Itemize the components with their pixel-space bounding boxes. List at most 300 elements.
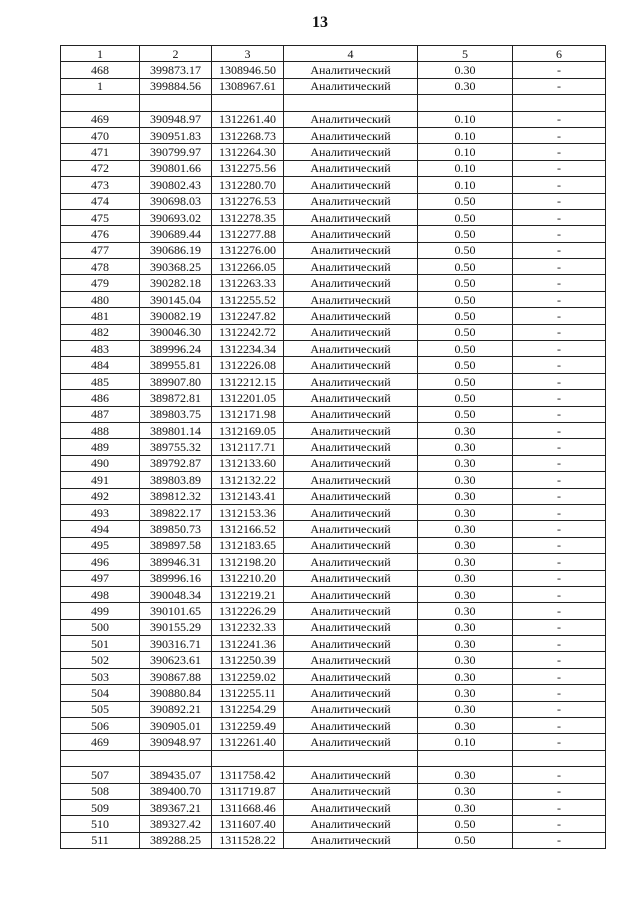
table-cell: 390698.03 [140, 193, 212, 209]
table-cell: 389996.24 [140, 341, 212, 357]
table-cell: 0.30 [418, 521, 513, 537]
table-row [61, 62, 606, 78]
table-row [61, 390, 606, 406]
table-cell: 1312242.72 [212, 324, 284, 340]
table-cell: - [513, 160, 606, 176]
table-cell: 0.30 [418, 799, 513, 815]
table-cell: 389907.80 [140, 373, 212, 389]
table-cell: 0.30 [418, 685, 513, 701]
table-cell: 389946.31 [140, 554, 212, 570]
table-cell: Аналитический [284, 226, 418, 242]
table-cell: 0.50 [418, 226, 513, 242]
table-cell: 0.50 [418, 832, 513, 848]
table-cell: 389803.75 [140, 406, 212, 422]
table-cell: Аналитический [284, 586, 418, 602]
table-row [61, 422, 606, 438]
table-cell: - [513, 324, 606, 340]
table-cell: 475 [61, 209, 140, 225]
table-cell: 390048.34 [140, 586, 212, 602]
table-cell: Аналитический [284, 799, 418, 815]
table-cell: 389850.73 [140, 521, 212, 537]
column-header: 2 [140, 46, 212, 62]
table-cell: 1311668.46 [212, 799, 284, 815]
table-cell: Аналитический [284, 718, 418, 734]
table-cell: 1312263.33 [212, 275, 284, 291]
table-cell: - [513, 603, 606, 619]
table-cell: 471 [61, 144, 140, 160]
table-cell: - [513, 373, 606, 389]
table-cell: 487 [61, 406, 140, 422]
table-row [61, 652, 606, 668]
table-cell [212, 95, 284, 111]
table-cell: 390905.01 [140, 718, 212, 734]
table-cell: 0.50 [418, 275, 513, 291]
table-cell: - [513, 718, 606, 734]
table-row [61, 504, 606, 520]
table-cell: 390867.88 [140, 668, 212, 684]
table-cell: 0.30 [418, 554, 513, 570]
table-row [61, 537, 606, 553]
table-row [61, 275, 606, 291]
table-cell: 511 [61, 832, 140, 848]
table-cell: 1311719.87 [212, 783, 284, 799]
table-cell: 1312183.65 [212, 537, 284, 553]
table-cell: Аналитический [284, 324, 418, 340]
table-cell: 0.30 [418, 537, 513, 553]
table-cell [61, 95, 140, 111]
table-cell: 390623.61 [140, 652, 212, 668]
table-cell: - [513, 472, 606, 488]
table-cell: 1312166.52 [212, 521, 284, 537]
table-cell: 505 [61, 701, 140, 717]
table-cell: - [513, 390, 606, 406]
table-cell: 390101.65 [140, 603, 212, 619]
table-row [61, 701, 606, 717]
table-cell: 477 [61, 242, 140, 258]
table-body [61, 62, 606, 849]
table-cell: - [513, 308, 606, 324]
table-cell: 1312250.39 [212, 652, 284, 668]
table-cell: 1312278.35 [212, 209, 284, 225]
table-cell: 1312201.05 [212, 390, 284, 406]
table-cell: Аналитический [284, 160, 418, 176]
table-cell: 494 [61, 521, 140, 537]
table-cell: 389755.32 [140, 439, 212, 455]
table-cell: Аналитический [284, 259, 418, 275]
table-cell [513, 95, 606, 111]
table-cell: 1312254.29 [212, 701, 284, 717]
table-cell: 389812.32 [140, 488, 212, 504]
table-row [61, 636, 606, 652]
table-cell: 389327.42 [140, 816, 212, 832]
table-cell: 503 [61, 668, 140, 684]
table-cell: 1312212.15 [212, 373, 284, 389]
table-cell: 1312117.71 [212, 439, 284, 455]
table-row [61, 472, 606, 488]
table-cell: 0.30 [418, 701, 513, 717]
table-cell: 389400.70 [140, 783, 212, 799]
table-cell: 491 [61, 472, 140, 488]
table-cell: - [513, 799, 606, 815]
table-cell: Аналитический [284, 390, 418, 406]
table-cell: 0.30 [418, 439, 513, 455]
table-cell: 389897.58 [140, 537, 212, 553]
table-cell: - [513, 636, 606, 652]
column-header: 3 [212, 46, 284, 62]
table-cell: 1311528.22 [212, 832, 284, 848]
table-cell: 473 [61, 177, 140, 193]
table-cell: - [513, 619, 606, 635]
table-cell: 1311758.42 [212, 767, 284, 783]
table-cell: 493 [61, 504, 140, 520]
table-row [61, 619, 606, 635]
table-row [61, 341, 606, 357]
table-row [61, 95, 606, 111]
column-header: 1 [61, 46, 140, 62]
table-cell: Аналитический [284, 209, 418, 225]
table-cell: 1308946.50 [212, 62, 284, 78]
table-cell: - [513, 537, 606, 553]
table-row [61, 111, 606, 127]
table-cell: 0.30 [418, 668, 513, 684]
table-cell: Аналитический [284, 668, 418, 684]
table-cell: Аналитический [284, 816, 418, 832]
table-cell [140, 95, 212, 111]
table-cell: Аналитический [284, 422, 418, 438]
table-row [61, 144, 606, 160]
table-row [61, 816, 606, 832]
table-row [61, 160, 606, 176]
table-cell: 390316.71 [140, 636, 212, 652]
table-cell: - [513, 488, 606, 504]
table-row [61, 177, 606, 193]
table-cell: 0.50 [418, 259, 513, 275]
table-row [61, 521, 606, 537]
table-cell: - [513, 341, 606, 357]
table-row [61, 324, 606, 340]
table-cell: 399884.56 [140, 78, 212, 94]
table-row [61, 291, 606, 307]
table-row [61, 718, 606, 734]
table-cell: 0.10 [418, 160, 513, 176]
table-cell: Аналитический [284, 472, 418, 488]
table-row [61, 259, 606, 275]
table-row [61, 373, 606, 389]
table-cell: - [513, 554, 606, 570]
table-cell: 390368.25 [140, 259, 212, 275]
table-cell: Аналитический [284, 275, 418, 291]
table-cell: 474 [61, 193, 140, 209]
table-cell: 468 [61, 62, 140, 78]
table-cell: 495 [61, 537, 140, 553]
table-cell: Аналитический [284, 537, 418, 553]
table-cell: 390802.43 [140, 177, 212, 193]
table-cell [284, 95, 418, 111]
table-row [61, 439, 606, 455]
table-row [61, 799, 606, 815]
table-cell: Аналитический [284, 193, 418, 209]
table-cell: Аналитический [284, 554, 418, 570]
table-row [61, 242, 606, 258]
table-cell: - [513, 586, 606, 602]
table-row [61, 767, 606, 783]
table-cell: 1312133.60 [212, 455, 284, 471]
table-cell: Аналитический [284, 357, 418, 373]
table-cell: Аналитический [284, 652, 418, 668]
table-cell: 389996.16 [140, 570, 212, 586]
table-cell: 389367.21 [140, 799, 212, 815]
table-cell: 1312276.00 [212, 242, 284, 258]
table-cell: 485 [61, 373, 140, 389]
table-cell: 390801.66 [140, 160, 212, 176]
table-cell: 399873.17 [140, 62, 212, 78]
column-header: 6 [513, 46, 606, 62]
table-row [61, 570, 606, 586]
table-cell: Аналитический [284, 111, 418, 127]
table-cell: 390948.97 [140, 734, 212, 750]
table-cell: 0.30 [418, 488, 513, 504]
table-cell: 486 [61, 390, 140, 406]
table-cell: - [513, 521, 606, 537]
column-header: 5 [418, 46, 513, 62]
table-row [61, 193, 606, 209]
table-cell: 390686.19 [140, 242, 212, 258]
table-cell: - [513, 127, 606, 143]
table-cell: 1311607.40 [212, 816, 284, 832]
table-cell: 389803.89 [140, 472, 212, 488]
table-cell: 1312255.11 [212, 685, 284, 701]
table-cell: 508 [61, 783, 140, 799]
table-cell: Аналитический [284, 291, 418, 307]
table-row [61, 357, 606, 373]
table-row [61, 488, 606, 504]
table-cell: 1312259.49 [212, 718, 284, 734]
table-cell: 509 [61, 799, 140, 815]
table-cell: 0.30 [418, 603, 513, 619]
table-row [61, 832, 606, 848]
table-cell: 0.30 [418, 62, 513, 78]
table-cell: - [513, 275, 606, 291]
table-cell: 0.30 [418, 767, 513, 783]
table-cell: 476 [61, 226, 140, 242]
table-cell: Аналитический [284, 406, 418, 422]
table-cell: 0.50 [418, 373, 513, 389]
table-cell: 1312143.41 [212, 488, 284, 504]
table-cell: 500 [61, 619, 140, 635]
table-cell: 0.10 [418, 111, 513, 127]
table-row [61, 78, 606, 94]
table-cell: 0.30 [418, 783, 513, 799]
table-cell: - [513, 357, 606, 373]
table-cell: 497 [61, 570, 140, 586]
table-row [61, 226, 606, 242]
table-cell: 1312280.70 [212, 177, 284, 193]
table-cell: 1312226.08 [212, 357, 284, 373]
table-cell: - [513, 291, 606, 307]
table-cell: 390892.21 [140, 701, 212, 717]
table-cell: 390145.04 [140, 291, 212, 307]
table-cell: 506 [61, 718, 140, 734]
table-cell: 1312219.21 [212, 586, 284, 602]
table-cell: 484 [61, 357, 140, 373]
table-row [61, 308, 606, 324]
table-cell: - [513, 144, 606, 160]
table-cell: 0.50 [418, 308, 513, 324]
table-row [61, 685, 606, 701]
table-cell: 389955.81 [140, 357, 212, 373]
table-row [61, 127, 606, 143]
table-cell: 389872.81 [140, 390, 212, 406]
table-cell: 390155.29 [140, 619, 212, 635]
table-cell: 390948.97 [140, 111, 212, 127]
table-cell: 390282.18 [140, 275, 212, 291]
column-header: 4 [284, 46, 418, 62]
table-cell: 1312276.53 [212, 193, 284, 209]
table-cell: 492 [61, 488, 140, 504]
table-cell: 0.30 [418, 78, 513, 94]
table-cell: Аналитический [284, 144, 418, 160]
table-cell: 0.10 [418, 734, 513, 750]
table-cell: Аналитический [284, 308, 418, 324]
table-cell: Аналитический [284, 783, 418, 799]
table-cell [418, 95, 513, 111]
table-cell: 0.30 [418, 422, 513, 438]
table-cell: Аналитический [284, 767, 418, 783]
table-cell: Аналитический [284, 504, 418, 520]
table-cell [513, 750, 606, 766]
table-cell [418, 750, 513, 766]
table-cell: 0.30 [418, 455, 513, 471]
table-cell [284, 750, 418, 766]
table-row [61, 209, 606, 225]
table-cell: Аналитический [284, 685, 418, 701]
table-cell: Аналитический [284, 62, 418, 78]
table-cell: 478 [61, 259, 140, 275]
table-cell: 1312261.40 [212, 734, 284, 750]
table-cell: 390082.19 [140, 308, 212, 324]
table-cell: 1312277.88 [212, 226, 284, 242]
table-cell: 488 [61, 422, 140, 438]
table-cell: 0.30 [418, 586, 513, 602]
table-cell: - [513, 406, 606, 422]
table-cell: 510 [61, 816, 140, 832]
table-cell: - [513, 455, 606, 471]
table-cell: 1312226.29 [212, 603, 284, 619]
table-cell: Аналитический [284, 439, 418, 455]
table-cell: - [513, 193, 606, 209]
table-cell: - [513, 62, 606, 78]
table-row [61, 586, 606, 602]
table-cell: 0.50 [418, 816, 513, 832]
table-cell: - [513, 832, 606, 848]
table-cell: - [513, 422, 606, 438]
table-cell: 1312275.56 [212, 160, 284, 176]
table-cell: Аналитический [284, 636, 418, 652]
table-cell: 389288.25 [140, 832, 212, 848]
table-cell: 0.50 [418, 406, 513, 422]
table-cell: 469 [61, 734, 140, 750]
table-cell: 0.50 [418, 357, 513, 373]
table-cell: 490 [61, 455, 140, 471]
table-cell: - [513, 111, 606, 127]
table-row [61, 603, 606, 619]
table-cell: 0.50 [418, 291, 513, 307]
table-cell: Аналитический [284, 488, 418, 504]
table-row [61, 750, 606, 766]
table-row [61, 783, 606, 799]
table-cell: Аналитический [284, 570, 418, 586]
table-cell: 0.10 [418, 177, 513, 193]
table-row [61, 668, 606, 684]
table-cell: 1312232.33 [212, 619, 284, 635]
table-cell: 1312261.40 [212, 111, 284, 127]
table-cell: - [513, 259, 606, 275]
table-cell: 504 [61, 685, 140, 701]
table-cell: 469 [61, 111, 140, 127]
table-cell: - [513, 570, 606, 586]
table-cell: 1312169.05 [212, 422, 284, 438]
table-cell: - [513, 439, 606, 455]
table-cell: 0.30 [418, 652, 513, 668]
table-cell: - [513, 242, 606, 258]
table-cell: 1312247.82 [212, 308, 284, 324]
table-row [61, 554, 606, 570]
table-cell: 0.50 [418, 324, 513, 340]
table-cell: 498 [61, 586, 140, 602]
table-row [61, 734, 606, 750]
table-cell: 1312259.02 [212, 668, 284, 684]
table-cell: 390693.02 [140, 209, 212, 225]
table-cell: 481 [61, 308, 140, 324]
table-cell: 1312266.05 [212, 259, 284, 275]
table-cell: Аналитический [284, 78, 418, 94]
table-cell: - [513, 668, 606, 684]
table-cell: 1312171.98 [212, 406, 284, 422]
table-cell: 1312210.20 [212, 570, 284, 586]
table-cell: 389435.07 [140, 767, 212, 783]
table-cell: 0.30 [418, 718, 513, 734]
table-cell: 1308967.61 [212, 78, 284, 94]
table-cell: 389822.17 [140, 504, 212, 520]
table-cell: 0.50 [418, 193, 513, 209]
table-cell: Аналитический [284, 603, 418, 619]
table-cell: 389792.87 [140, 455, 212, 471]
table-cell: - [513, 209, 606, 225]
table-cell: 1312234.34 [212, 341, 284, 357]
table-header [61, 46, 606, 62]
table-cell: 1312268.73 [212, 127, 284, 143]
table-cell: 0.30 [418, 619, 513, 635]
table-cell: Аналитический [284, 177, 418, 193]
table-cell: 390046.30 [140, 324, 212, 340]
table-cell: 0.10 [418, 144, 513, 160]
table-cell: 0.50 [418, 390, 513, 406]
table-cell: 390689.44 [140, 226, 212, 242]
table-cell: 489 [61, 439, 140, 455]
table-cell: - [513, 177, 606, 193]
table-cell: - [513, 78, 606, 94]
table-cell: Аналитический [284, 455, 418, 471]
page-number: 13 [312, 14, 328, 31]
table-cell: 480 [61, 291, 140, 307]
table-cell: 0.10 [418, 127, 513, 143]
table-cell: - [513, 816, 606, 832]
table-cell: 507 [61, 767, 140, 783]
table-cell: - [513, 685, 606, 701]
table-cell [61, 750, 140, 766]
table-cell: 479 [61, 275, 140, 291]
table-cell: 496 [61, 554, 140, 570]
